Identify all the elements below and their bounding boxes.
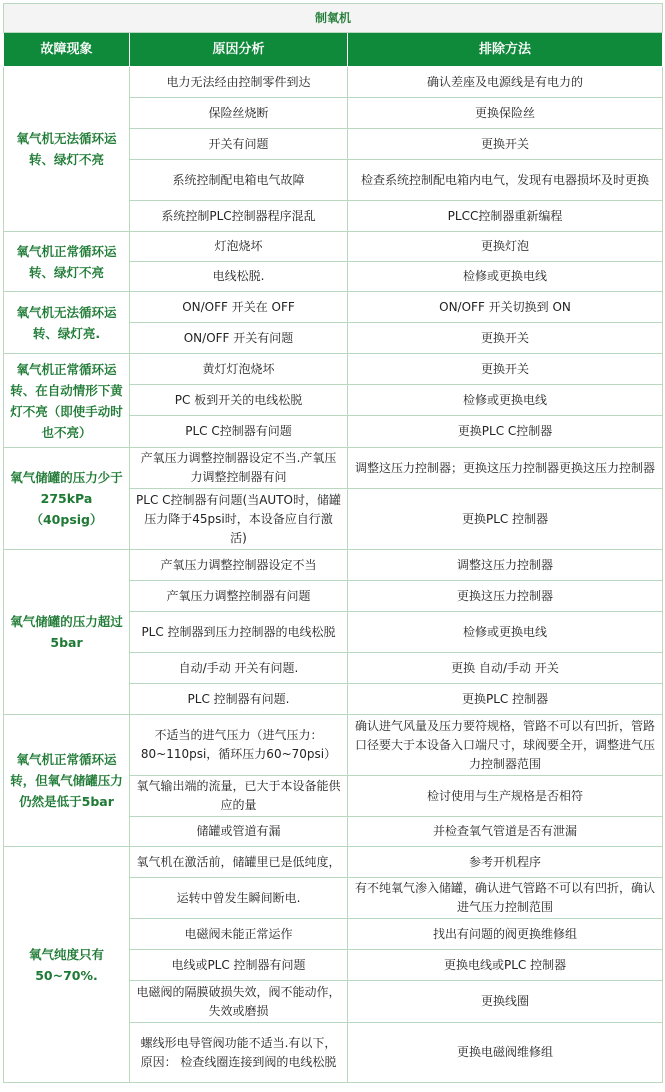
header-fault: 故障现象 [4, 33, 130, 67]
fix-cell: 更换灯泡 [348, 232, 663, 262]
header-fix: 排除方法 [348, 33, 663, 67]
cause-cell: 螺线形电导管阀功能不适当.有以下，原因： 检查线圈连接到阀的电线松脱 [130, 1023, 348, 1083]
fault-cell: 氧气储罐的压力超过5bar [4, 550, 130, 715]
fix-cell: 有不纯氧气渗入储罐，确认进气管路不可以有凹折，确认进气压力控制范围 [348, 878, 663, 919]
fix-cell: 参考开机程序 [348, 847, 663, 878]
fault-cell: 氧气机正常循环运转，但氧气储罐压力仍然是低于5bar [4, 715, 130, 847]
cause-cell: 灯泡烧坏 [130, 232, 348, 262]
fault-table [3, 3, 663, 1083]
cause-cell: 电线松脱. [130, 262, 348, 292]
cause-cell: 电力无法经由控制零件到达 [130, 67, 348, 98]
cause-cell: 开关有问题 [130, 129, 348, 160]
fix-cell: ON/OFF 开关切换到 ON [348, 292, 663, 323]
fix-cell: 更换开关 [348, 323, 663, 354]
fix-cell: 检修或更换电线 [348, 262, 663, 292]
fix-cell: 更换电线或PLC 控制器 [348, 950, 663, 981]
cause-cell: 运转中曾发生瞬间断电. [130, 878, 348, 919]
fix-cell: 检修或更换电线 [348, 612, 663, 653]
table-row [4, 354, 663, 385]
fault-cell: 氧气机正常循环运转、绿灯不亮 [4, 232, 130, 292]
fix-cell: 调整这压力控制器；更换这压力控制器更换这压力控制器 [348, 448, 663, 489]
cause-cell: PLC 控制器到压力控制器的电线松脱 [130, 612, 348, 653]
cause-cell: 不适当的进气压力（进气压力：80~110psi，循环压力60~70psi） [130, 715, 348, 776]
fix-cell: 更换这压力控制器 [348, 581, 663, 612]
cause-cell: 保险丝烧断 [130, 98, 348, 129]
cause-cell: PLC 控制器有问题. [130, 684, 348, 715]
table-row [4, 232, 663, 262]
cause-cell: 产氧压力调整控制器有问题 [130, 581, 348, 612]
fix-cell: 并检查氧气管道是否有泄漏 [348, 817, 663, 847]
cause-cell: 电磁阀未能正常运作 [130, 919, 348, 950]
cause-cell: 电线或PLC 控制器有问题 [130, 950, 348, 981]
cause-cell: 产氧压力调整控制器设定不当 [130, 550, 348, 581]
cause-cell: 自动/手动 开关有问题. [130, 653, 348, 684]
fix-cell: 更换 自动/手动 开关 [348, 653, 663, 684]
table-row [4, 847, 663, 878]
table-row [4, 67, 663, 98]
fix-cell: 检修或更换电线 [348, 385, 663, 416]
fix-cell: 找出有问题的阀更换维修组 [348, 919, 663, 950]
cause-cell: 系统控制配电箱电气故障 [130, 160, 348, 201]
cause-cell: 氧气输出端的流量，已大于本设备能供应的量 [130, 776, 348, 817]
fix-cell: 检查系统控制配电箱内电气，发现有电器损坏及时更换 [348, 160, 663, 201]
cause-cell: 产氧压力调整控制器设定不当.产氧压力调整控制器有问 [130, 448, 348, 489]
cause-cell: 电磁阀的隔膜破损失效，阀不能动作，失效或磨损 [130, 981, 348, 1023]
table-row [4, 448, 663, 489]
cause-cell: PC 板到开关的电线松脱 [130, 385, 348, 416]
cause-cell: 氧气机在激活前，储罐里已是低纯度， [130, 847, 348, 878]
header-row [4, 33, 663, 67]
fix-cell: 调整这压力控制器 [348, 550, 663, 581]
cause-cell: ON/OFF 开关有问题 [130, 323, 348, 354]
fix-cell: 检讨使用与生产规格是否相符 [348, 776, 663, 817]
cause-cell: 系统控制PLC控制器程序混乱 [130, 201, 348, 232]
fault-cell: 氧气机无法循环运转、绿灯亮. [4, 292, 130, 354]
fix-cell: 更换开关 [348, 354, 663, 385]
header-cause: 原因分析 [130, 33, 348, 67]
fix-cell: 更换PLC C控制器 [348, 416, 663, 448]
cause-cell: 储罐或管道有漏 [130, 817, 348, 847]
fix-cell: 更换PLC 控制器 [348, 684, 663, 715]
fix-cell: 更换电磁阀维修组 [348, 1023, 663, 1083]
fault-cell: 氧气机无法循环运转、绿灯不亮 [4, 67, 130, 232]
fix-cell: 更换PLC 控制器 [348, 489, 663, 550]
fault-cell: 氧气机正常循环运转、在自动情形下黄灯不亮（即使手动时也不亮） [4, 354, 130, 448]
fix-cell: 更换保险丝 [348, 98, 663, 129]
fix-cell: 更换开关 [348, 129, 663, 160]
fault-cell: 氧气纯度只有50~70%. [4, 847, 130, 1083]
table-row [4, 715, 663, 776]
cause-cell: ON/OFF 开关在 OFF [130, 292, 348, 323]
fix-cell: 确认差座及电源线是有电力的 [348, 67, 663, 98]
table-row [4, 550, 663, 581]
table-row [4, 292, 663, 323]
cause-cell: 黄灯灯泡烧坏 [130, 354, 348, 385]
cause-cell: PLC C控制器有问题 [130, 416, 348, 448]
cause-cell: PLC C控制器有问题(当AUTO时，储罐压力降于45psi时，本设备应自行激活) [130, 489, 348, 550]
fix-cell: PLCC控制器重新编程 [348, 201, 663, 232]
table-title: 制氧机 [4, 4, 663, 33]
fix-cell: 更换线圈 [348, 981, 663, 1023]
fix-cell: 确认进气风量及压力要符规格，管路不可以有凹折，管路口径要大于本设备入口端尺寸，球阀要全开，调整进气压力控制器范围 [348, 715, 663, 776]
fault-cell: 氧气储罐的压力少于275kPa（40psig） [4, 448, 130, 550]
